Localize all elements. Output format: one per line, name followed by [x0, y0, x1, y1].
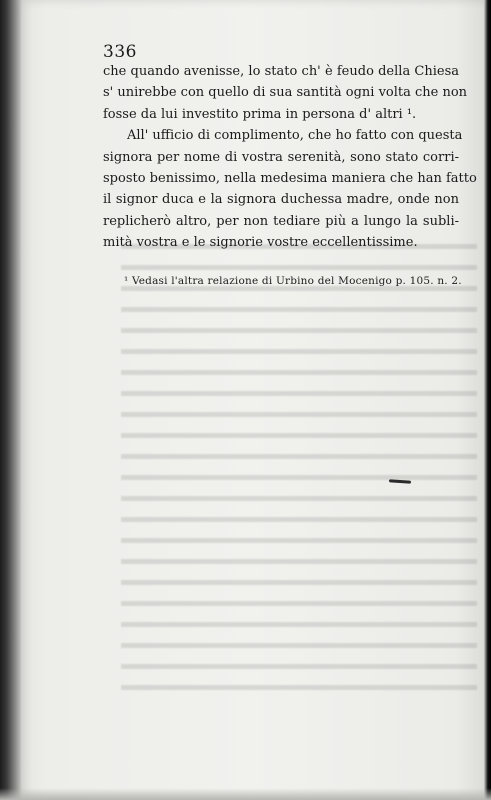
page-bottom-edge — [0, 788, 491, 800]
page-edge — [484, 0, 491, 800]
text-line: fosse da lui investito prima in persona d' altri ¹. — [103, 106, 417, 122]
binding-shadow — [0, 0, 22, 800]
footnote: ¹ Vedasi l'altra relazione di Urbino del Mocenigo p. 105. n. 2. — [124, 275, 462, 287]
text-line: il signor duca e la signora duchessa madre, onde non — [103, 192, 459, 208]
page-number: 336 — [103, 42, 137, 62]
text-line: replicherò altro, per non tediare più a lungo la subli- — [103, 213, 459, 229]
text-line: che quando avenisse, lo stato ch' è feudo della Chiesa — [103, 64, 459, 79]
text-line: All' ufficio di complimento, che ho fatto con questa — [127, 128, 463, 144]
show-through-text — [121, 236, 477, 706]
body-text — [103, 61, 477, 254]
text-line: signora per nome di vostra serenità, sono stato corri- — [103, 149, 459, 165]
text-line: sposto benissimo, nella medesima maniera che han fatto — [103, 171, 477, 187]
text-line: s' unirebbe con quello di sua santità ogni volta che non — [103, 85, 468, 101]
text-line: mità vostra e le signorie vostre eccellentissime. — [103, 235, 418, 251]
